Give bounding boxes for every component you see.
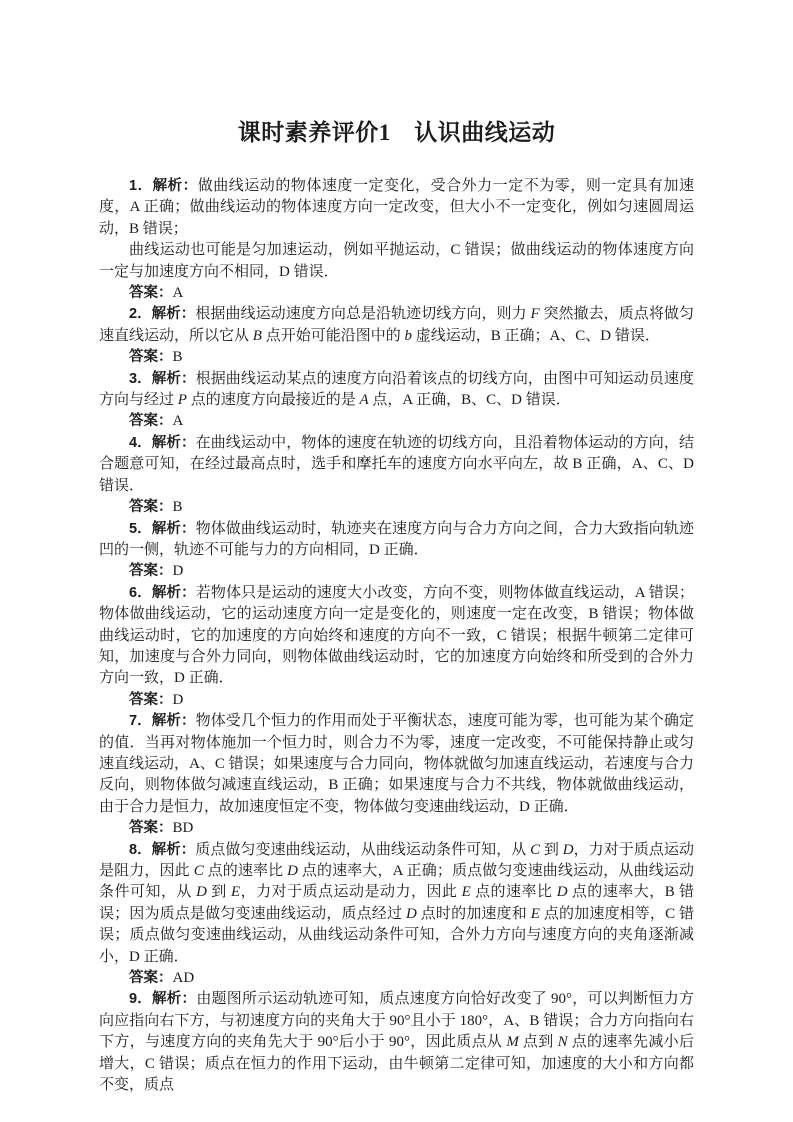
text-run: 点的速率比 <box>470 884 557 901</box>
answer-paragraph <box>99 968 694 989</box>
answer-paragraph <box>99 411 694 432</box>
bold-label: 答案： <box>129 970 173 987</box>
text-run: 突然撤去，质点将做匀速直线运动，所以它从 <box>99 306 694 344</box>
text-run: 在曲线运动中，物体的速度在轨迹的切线方向，且沿着物体运动的方向，结合题意可知，在经过最高点时，选手和摩托车的速度方向水平向左，故 B 正确，A、C、D 错误． <box>99 434 694 494</box>
text-run: D <box>172 691 184 708</box>
bold-label: 答案： <box>129 820 173 837</box>
solution-paragraph <box>99 176 694 240</box>
text-run: 点的速度方向最接近的是 <box>186 392 360 409</box>
text-run: B <box>172 349 183 366</box>
solution-paragraph <box>99 433 694 497</box>
bold-label: 1．解析： <box>129 178 198 194</box>
text-run: 点的速率大，A 正确；质点做匀变速曲线运动，从曲线运动条件可知，从 <box>99 863 694 901</box>
text-run: 虚线运动，B 正确；A、C、D 错误． <box>411 327 660 344</box>
solution-paragraph <box>99 711 694 818</box>
italic-variable: C <box>530 841 541 858</box>
bold-label: 答案： <box>129 413 173 430</box>
bold-label: 答案： <box>129 285 173 302</box>
answer-paragraph <box>99 561 694 582</box>
bold-label: 答案： <box>129 349 173 366</box>
text-run: 点的速率大，B 错误；因为质点是做匀变速曲线运动，质点经过 <box>99 884 694 922</box>
italic-variable: D <box>556 884 568 901</box>
solution-paragraph <box>99 583 694 690</box>
solution-paragraph <box>99 304 694 347</box>
page-title: 课时素养评价1 认识曲线运动 <box>237 120 556 145</box>
bold-label: 5．解析： <box>129 520 196 537</box>
text-run: B <box>172 499 183 516</box>
text-run: 点的速率先减小后增大，C 错误；质点在恒力的作用下运动，由牛顿第二定律可知，加速度的大小和方向都不变，质点 <box>99 1034 694 1094</box>
bold-label: 3．解析： <box>129 370 196 387</box>
italic-variable: C <box>193 863 204 879</box>
text-run: 质点做匀变速曲线运动，从曲线运动条件可知，从 <box>195 841 531 858</box>
italic-variable: N <box>557 1034 568 1051</box>
italic-variable: b <box>404 327 412 344</box>
answer-paragraph <box>99 347 694 368</box>
text-run: ，力对于质点运动是动力，因此 <box>240 884 462 901</box>
answer-paragraph <box>99 283 694 304</box>
answer-paragraph <box>99 497 694 518</box>
italic-variable: M <box>506 1034 519 1051</box>
italic-variable: E <box>230 884 241 901</box>
text-run: 做曲线运动的物体速度一定变化，受合外力一定不为零，则一定具有加速度，A 正确；做曲线运动的物体速度方向一定改变，但大小不一定变化，例如匀速圆周运动，B 错误； <box>99 178 694 237</box>
italic-variable: D <box>406 905 417 922</box>
text-run: 点的速率比 <box>203 863 288 879</box>
solution-paragraph <box>99 369 694 412</box>
text-run: 物体受几个恒力的作用而处于平衡状态，速度可能为零，也可能为某个确定的值．当再对物体施加一个恒力时，则合力不为零，速度一定改变，不可能保持静止或匀速直线运动，A、C 错误；如果速度与合力同向，物体就做匀加速直线运动，若速度与合力反向，则物体做匀减速直线运动，B 正确；如果速度与合力不共线，物体就做曲线运动，由于合力是恒力，故加速度恒定不变，物体做匀变速曲线运动，D 正确． <box>99 713 694 815</box>
text-run: 根据曲线运动某点的速度方向沿着该点的切线方向，由图中可知运动员速度方向与经过 <box>99 370 694 409</box>
italic-variable: D <box>562 841 574 858</box>
text-run: ，力对于质点运动是阻力，因此 <box>99 841 694 879</box>
text-run: A <box>172 285 184 302</box>
document-body <box>99 176 694 1096</box>
bold-label: 9．解析： <box>129 991 197 1008</box>
text-run: 根据曲线运动速度方向总是沿轨迹切线方向，则力 <box>195 306 531 323</box>
text-run: D <box>172 563 184 580</box>
bold-label: 6．解析： <box>129 584 196 601</box>
text-run: 由题图所示运动轨迹可知，质点速度方向恰好改变了 90°，可以判断恒力方向应指向右下方，与初速度方向的夹角大于 90°且小于 180°，A、B 错误；合力方向指向右下方，与速度方向的夹角先大于 90°后小于 90°，因此质点从 <box>99 991 694 1051</box>
text-run: 若物体只是运动的速度大小改变，方向不变，则物体做直线运动，A 错误；物体做曲线运动，它的运动速度方向一定是变化的，则速度一定在改变，B 错误；物体做曲线运动时，它的加速度的方向始终和速度的方向不一致，C 错误；根据牛顿第二定律可知，加速度与合外力同向，则物体做曲线运动时，它的加速度方向始终和所受到的合外力方向一致，D 正确． <box>99 584 694 687</box>
solution-paragraph <box>99 519 694 562</box>
answer-paragraph <box>99 818 694 839</box>
italic-variable: P <box>177 392 187 409</box>
bold-label: 2．解析： <box>129 306 196 323</box>
text-run: 点时的加速度和 <box>416 905 531 922</box>
text-run: 点到 <box>518 1034 558 1051</box>
solution-paragraph <box>99 989 694 1096</box>
italic-variable: A <box>359 392 369 409</box>
bold-label: 4．解析： <box>129 434 196 451</box>
text-run: 曲线运动也可能是匀加速运动，例如平抛运动，C 错误；做曲线运动的物体速度方向一定与加速度方向不相同，D 错误． <box>99 242 694 280</box>
italic-variable: E <box>530 905 540 922</box>
italic-variable: E <box>461 884 471 901</box>
bold-label: 答案： <box>129 563 173 580</box>
text-run: 点的加速度相等，C 错误；质点做匀变速曲线运动，从曲线运动条件可知，合外力方向与速度方向的夹角逐渐减小，D 正确． <box>99 905 694 965</box>
text-run: 到 <box>207 884 231 901</box>
solution-paragraph <box>99 840 694 968</box>
bold-label: 7．解析： <box>129 713 196 730</box>
solution-paragraph <box>99 240 694 283</box>
italic-variable: D <box>287 863 298 879</box>
italic-variable: B <box>252 327 262 344</box>
text-run: 点开始可能沿图中的 <box>261 327 405 344</box>
bold-label: 答案： <box>129 691 173 708</box>
answer-paragraph <box>99 690 694 711</box>
bold-label: 答案： <box>129 499 173 516</box>
text-run: 到 <box>540 841 563 858</box>
text-run: 点，A 正确，B、C、D 错误． <box>368 392 571 409</box>
italic-variable: D <box>196 884 207 901</box>
text-run: A <box>172 413 184 430</box>
italic-variable: F <box>530 306 540 323</box>
text-run: BD <box>172 820 194 837</box>
text-run: AD <box>172 970 195 987</box>
text-run: 物体做曲线运动时，轨迹夹在速度方向与合力方向之间，合力大致指向轨迹凹的一侧，轨迹不可能与力的方向相同，D 正确． <box>99 520 694 558</box>
bold-label: 8．解析： <box>129 841 196 858</box>
